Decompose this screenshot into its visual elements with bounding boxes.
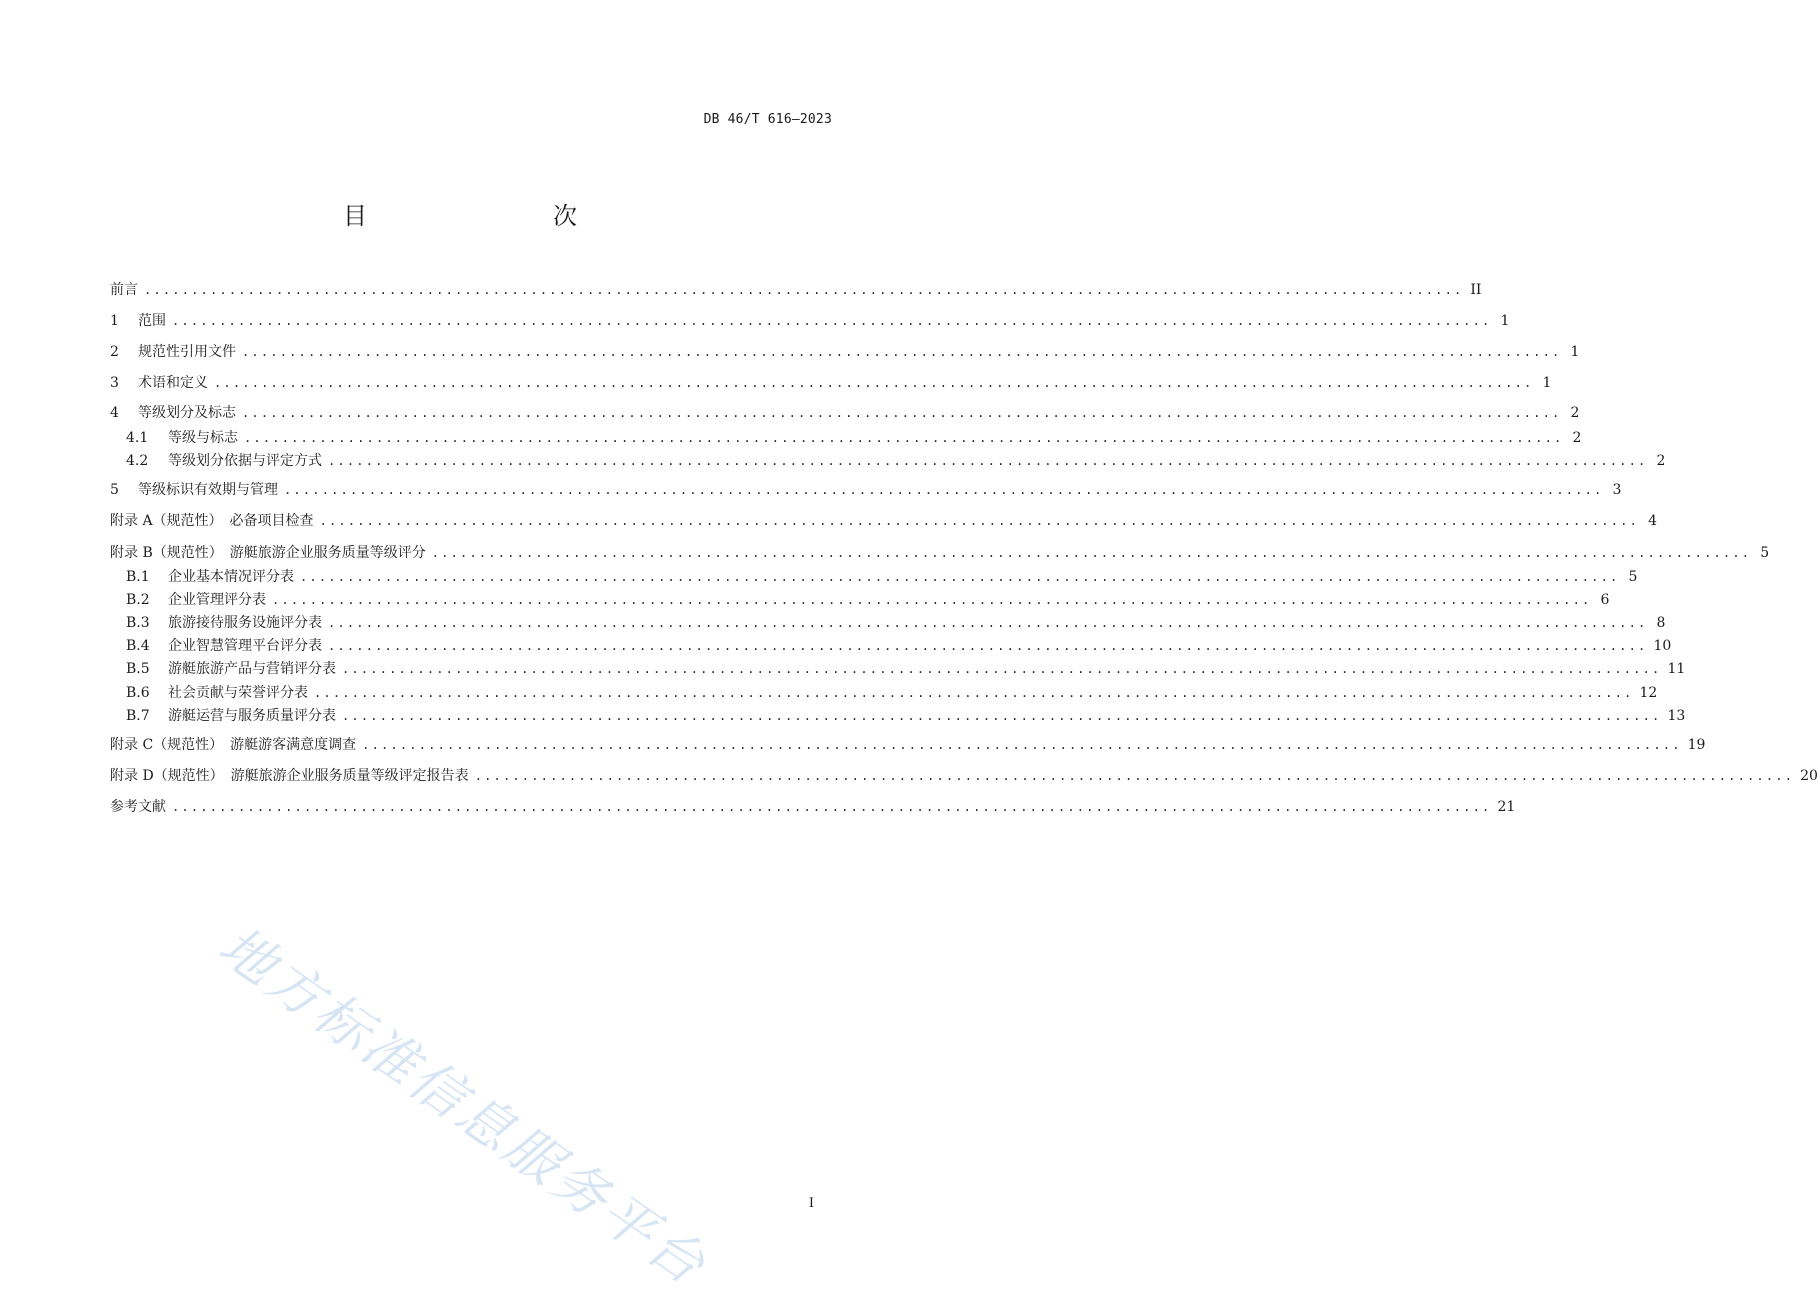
toc-entry-label: 游艇运营与服务质量评分表 <box>168 708 336 724</box>
toc-entry[interactable] <box>126 590 1610 610</box>
toc-entry-number: B.6 <box>126 685 150 701</box>
toc-entry-number: B.3 <box>126 615 150 631</box>
toc-leader-dots: ............................................................................................................................................ <box>244 431 1564 445</box>
toc-entry-number: 4 <box>110 405 119 421</box>
toc-entry[interactable] <box>110 403 1580 423</box>
toc-entry-page: 1 <box>1542 375 1552 391</box>
toc-entry-page: 21 <box>1497 799 1516 815</box>
toc-entry-page: 8 <box>1656 615 1666 631</box>
toc-entry-page: 2 <box>1656 453 1666 469</box>
toc-entry-label: 附录 D（规范性） 游艇旅游企业服务质量等级评定报告表 <box>110 768 469 784</box>
toc-entry[interactable] <box>110 311 1510 331</box>
toc-entry-label: 范围 <box>138 313 166 329</box>
toc-entry-page: 2 <box>1570 405 1580 421</box>
toc-entry[interactable] <box>110 373 1552 393</box>
toc-entry-page: 20 <box>1800 768 1818 784</box>
toc-leader-dots: ............................................................................................................................................ <box>242 406 1562 420</box>
toc-entry-label: 等级标识有效期与管理 <box>138 482 278 498</box>
toc-entry-page: II <box>1470 282 1482 298</box>
toc-entry[interactable] <box>110 543 1770 563</box>
toc-entry-page: 13 <box>1667 708 1686 724</box>
watermark: 地方标准信息服务平台 <box>207 913 719 1299</box>
toc-entry-page: 1 <box>1570 344 1580 360</box>
toc-entry-label: 等级划分及标志 <box>138 405 236 421</box>
toc-entry-page: 12 <box>1639 685 1658 701</box>
toc-entry-label: 附录 C（规范性） 游艇游客满意度调查 <box>110 737 357 753</box>
toc-entry-label: 企业基本情况评分表 <box>168 569 294 585</box>
toc-entry-page: 6 <box>1600 592 1610 608</box>
toc-leader-dots: ............................................................................................................................................ <box>144 283 1464 297</box>
toc-entry[interactable] <box>110 342 1580 362</box>
toc-entry-number: B.2 <box>126 592 150 608</box>
toc-entry-label: 规范性引用文件 <box>138 344 236 360</box>
toc-entry-label: 等级划分依据与评定方式 <box>168 453 322 469</box>
toc-entry[interactable] <box>110 280 1482 300</box>
standard-code: DB 46/T 616—2023 <box>703 112 832 127</box>
toc-entry-label: 附录 A（规范性） 必备项目检查 <box>110 513 314 529</box>
toc-entry[interactable] <box>126 428 1582 448</box>
toc-entry[interactable] <box>110 766 1818 786</box>
toc-entry[interactable] <box>126 613 1666 633</box>
toc-entry[interactable] <box>126 636 1672 656</box>
toc-leader-dots: ............................................................................................................................................ <box>214 376 1534 390</box>
toc-entry[interactable] <box>126 659 1686 679</box>
toc-entry-number: 4.1 <box>126 430 149 446</box>
toc-leader-dots: ............................................................................................................................................ <box>300 570 1620 584</box>
toc-entry[interactable] <box>110 480 1622 500</box>
toc-entry-page: 5 <box>1760 545 1770 561</box>
toc-leader-dots: ............................................................................................................................................ <box>474 769 1795 783</box>
toc-leader-dots: ............................................................................................................................................ <box>328 616 1648 630</box>
toc-entry[interactable] <box>126 683 1658 703</box>
toc-entry-page: 5 <box>1628 569 1638 585</box>
toc-entry-label: 术语和定义 <box>138 375 208 391</box>
toc-leader-dots: ............................................................................................................................................ <box>342 662 1662 676</box>
toc-entry-label: 附录 B（规范性） 游艇旅游企业服务质量等级评分 <box>110 545 426 561</box>
toc-entry-page: 11 <box>1667 661 1686 677</box>
toc-leader-dots: ............................................................................................................................................ <box>272 593 1592 607</box>
toc-entry-number: B.5 <box>126 661 150 677</box>
toc-leader-dots: ............................................................................................................................................ <box>319 514 1640 528</box>
toc-leader-dots: ............................................................................................................................................ <box>328 454 1648 468</box>
toc-entry-label: 游艇旅游产品与营销评分表 <box>168 661 336 677</box>
toc-entry-page: 2 <box>1572 430 1582 446</box>
toc-entry-number: 2 <box>110 344 119 360</box>
toc-leader-dots: ............................................................................................................................................ <box>431 546 1752 560</box>
toc-entry[interactable] <box>126 451 1666 471</box>
toc-entry-number: B.1 <box>126 569 150 585</box>
page-number: I <box>808 1196 814 1211</box>
toc-entry-label: 社会贡献与荣誉评分表 <box>168 685 308 701</box>
toc-entry-label: 企业管理评分表 <box>168 592 266 608</box>
toc-entry-label: 企业智慧管理平台评分表 <box>168 638 322 654</box>
toc-leader-dots: ............................................................................................................................................ <box>242 345 1562 359</box>
toc-leader-dots: ............................................................................................................................................ <box>328 639 1648 653</box>
toc-leader-dots: ............................................................................................................................................ <box>362 738 1682 752</box>
toc-entry-page: 3 <box>1612 482 1622 498</box>
toc-entry-page: 10 <box>1653 638 1672 654</box>
toc-entry-number: B.4 <box>126 638 150 654</box>
toc-entry-label: 前言 <box>110 282 138 298</box>
toc-entry-number: 4.2 <box>126 453 149 469</box>
toc-entry-label: 参考文献 <box>110 799 166 815</box>
toc-leader-dots: ............................................................................................................................................ <box>342 709 1662 723</box>
toc-entry-label: 旅游接待服务设施评分表 <box>168 615 322 631</box>
toc-entry[interactable] <box>110 797 1516 817</box>
toc-entry-number: B.7 <box>126 708 150 724</box>
toc-entry[interactable] <box>110 511 1658 531</box>
toc-entry-page: 19 <box>1687 737 1706 753</box>
toc-entry-page: 1 <box>1500 313 1510 329</box>
toc-entry[interactable] <box>126 567 1638 587</box>
toc-entry[interactable] <box>126 706 1686 726</box>
toc-entry-number: 1 <box>110 313 119 329</box>
toc-entry-page: 4 <box>1648 513 1658 529</box>
toc-leader-dots: ............................................................................................................................................ <box>172 800 1492 814</box>
toc-entry[interactable] <box>110 735 1706 755</box>
toc-entry-number: 3 <box>110 375 119 391</box>
toc-entry-number: 5 <box>110 482 119 498</box>
page-title: 目 次 <box>343 202 623 230</box>
toc-leader-dots: ............................................................................................................................................ <box>284 483 1604 497</box>
toc-leader-dots: ............................................................................................................................................ <box>172 314 1492 328</box>
toc-leader-dots: ............................................................................................................................................ <box>314 686 1634 700</box>
toc-entry-label: 等级与标志 <box>168 430 238 446</box>
